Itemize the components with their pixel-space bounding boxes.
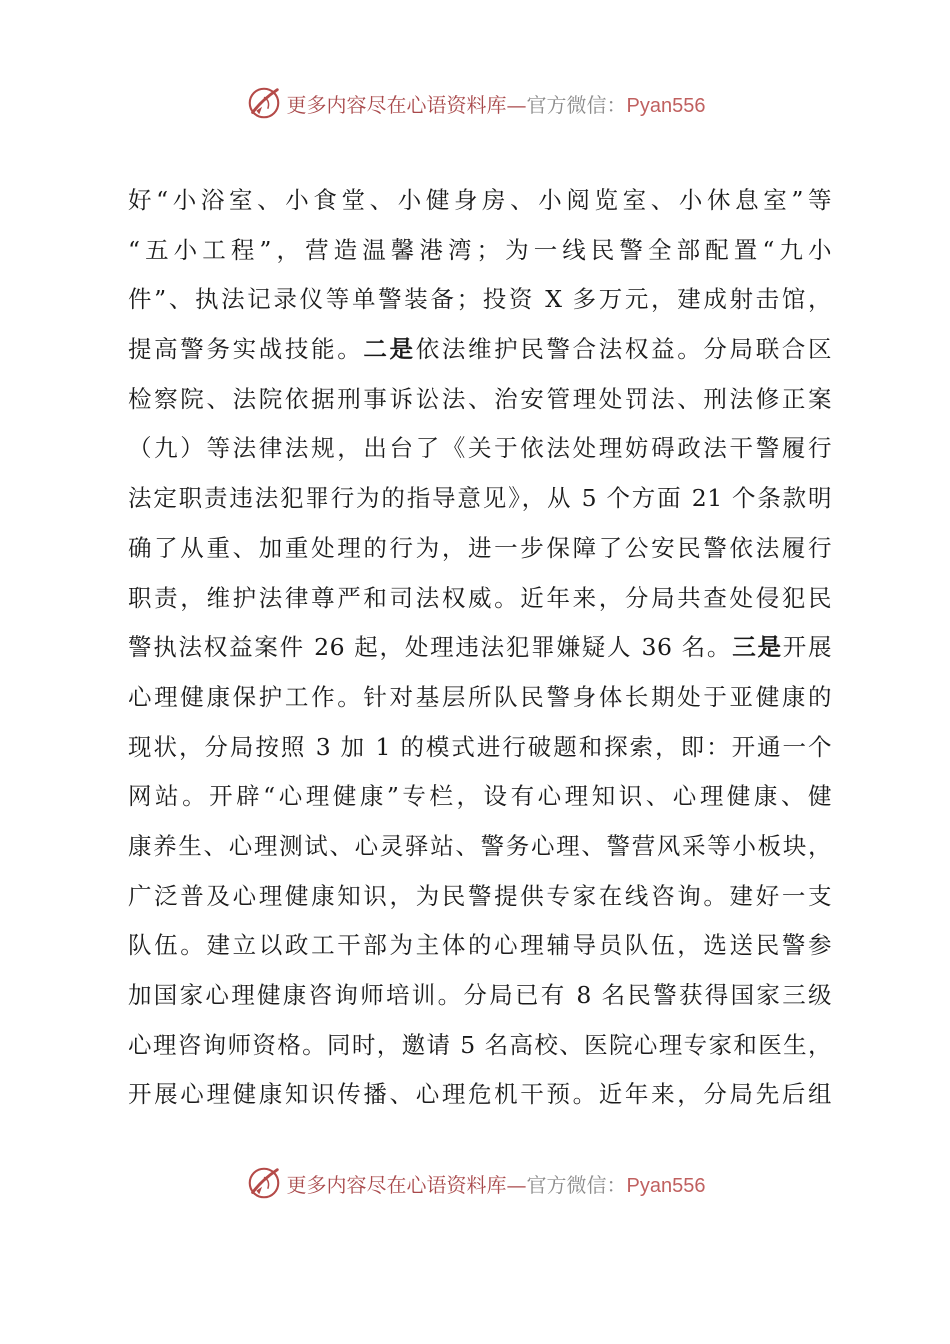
text-segment: 法定职责违法犯罪行为的指导意见》，从 5 个方面 21 个条款明 xyxy=(128,484,832,513)
banner-wechat-id: Pyan556 xyxy=(626,1174,706,1197)
text-line xyxy=(128,623,832,673)
text-line xyxy=(128,822,832,872)
banner-text xyxy=(287,1169,706,1198)
text-line xyxy=(128,723,832,773)
text-segment: 心理咨询师资格。同时，邀请 5 名高校、医院心理专家和医生， xyxy=(128,1030,832,1059)
text-line xyxy=(128,375,832,425)
header-banner xyxy=(0,78,950,128)
pen-logo-icon xyxy=(245,1164,283,1202)
text-line xyxy=(128,226,832,276)
banner-wechat-label: 官方微信： xyxy=(526,92,627,117)
text-segment: 检察院、法院依据刑事诉讼法、治安管理处罚法、刑法修正案 xyxy=(128,384,832,413)
text-line xyxy=(128,971,832,1021)
text-line xyxy=(128,1021,832,1071)
text-line xyxy=(128,474,832,524)
text-segment: 加国家心理健康咨询师培训。分局已有 8 名民警获得国家三级 xyxy=(128,981,832,1009)
text-line xyxy=(128,921,832,971)
banner-main-text: 更多内容尽在心语资料库 xyxy=(286,92,507,117)
text-segment: 开展心理健康知识传播、心理危机干预。近年来，分局先后组 xyxy=(128,1080,832,1109)
text-segment: 心理健康保护工作。针对基层所队民警身体长期处于亚健康的 xyxy=(128,682,832,711)
text-line xyxy=(128,673,832,723)
text-segment: 现状，分局按照 3 加 1 的模式进行破题和探索，即：开通一个 xyxy=(128,732,832,761)
text-segment: 广泛普及心理健康知识，为民警提供专家在线咨询。建好一支 xyxy=(128,881,832,910)
bold-text-segment: 二是 xyxy=(363,335,416,364)
document-body xyxy=(128,176,832,1120)
text-segment: 队伍。建立以政工干部为主体的心理辅导员队伍，选送民警参 xyxy=(128,931,832,960)
text-line xyxy=(128,424,832,474)
text-line xyxy=(128,574,832,624)
banner-main-text: 更多内容尽在心语资料库 xyxy=(286,1172,507,1197)
text-line xyxy=(128,176,832,226)
text-segment: （九）等法律法规，出台了《关于依法处理妨碍政法干警履行 xyxy=(128,434,832,463)
text-segment: 职责，维护法律尊严和司法权威。近年来，分局共查处侵犯民 xyxy=(128,583,832,612)
text-line xyxy=(128,524,832,574)
text-segment: 件”、执法记录仪等单警装备；投资 X 多万元，建成射击馆， xyxy=(128,285,832,314)
banner-dash: — xyxy=(506,1172,527,1197)
text-line xyxy=(128,1070,832,1120)
text-segment: 好“小浴室、小食堂、小健身房、小阅览室、小休息室”等 xyxy=(128,186,832,214)
text-segment: 确了从重、加重处理的行为，进一步保障了公安民警依法履行 xyxy=(128,533,832,562)
text-line xyxy=(128,325,832,375)
banner-wechat-label: 官方微信： xyxy=(526,1172,627,1197)
text-line xyxy=(128,275,832,325)
text-line xyxy=(128,872,832,922)
pen-logo-icon xyxy=(245,84,283,122)
text-segment: 依法维护民警合法权益。分局联合区 xyxy=(415,335,833,364)
text-segment: 警执法权益案件 26 起，处理违法犯罪嫌疑人 36 名。 xyxy=(128,633,733,662)
banner-wechat-id: Pyan556 xyxy=(626,94,706,117)
text-segment: “五小工程”，营造温馨港湾；为一线民警全部配置“九小 xyxy=(128,235,832,264)
banner-text xyxy=(287,89,706,118)
text-segment: 开展 xyxy=(782,633,833,662)
text-line xyxy=(128,772,832,822)
text-segment: 网站。开辟“心理健康”专栏，设有心理知识、心理健康、健 xyxy=(128,782,832,811)
header-banner-inner xyxy=(245,84,706,122)
text-segment: 提高警务实战技能。 xyxy=(128,335,364,364)
text-segment: 康养生、心理测试、心灵驿站、警务心理、警营风采等小板块， xyxy=(128,831,832,860)
footer-banner-inner xyxy=(245,1164,706,1202)
banner-dash: — xyxy=(506,92,527,117)
bold-text-segment: 三是 xyxy=(732,633,783,662)
footer-banner xyxy=(0,1158,950,1208)
